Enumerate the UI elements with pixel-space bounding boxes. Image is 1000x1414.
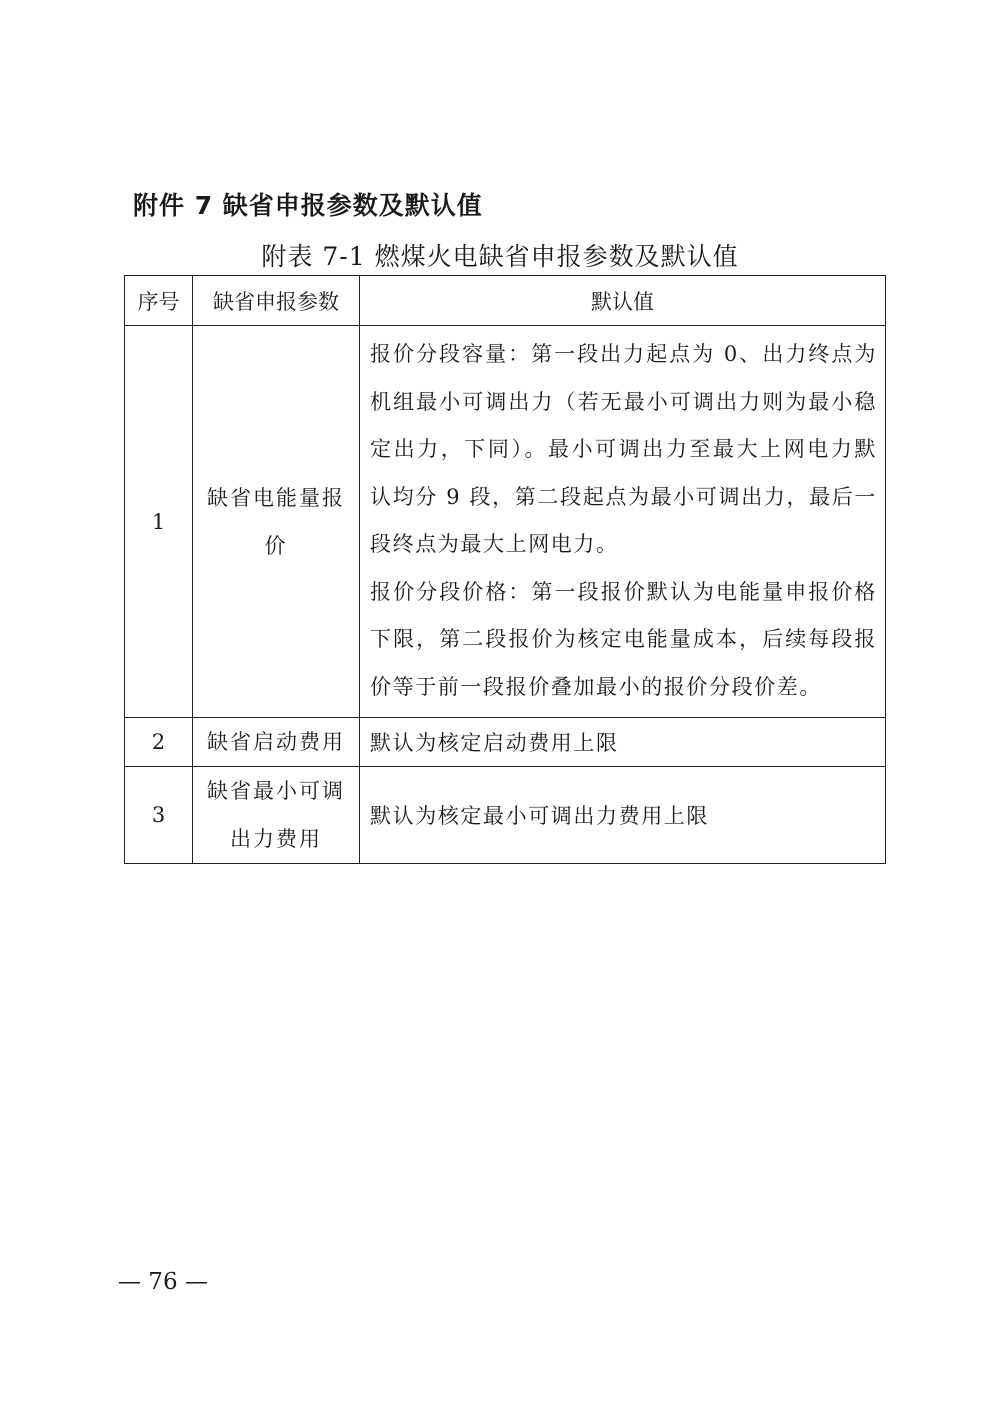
row-value: 默认为核定启动费用上限 [360,718,886,767]
table-row [125,718,886,767]
header-value: 默认值 [360,276,886,326]
header-no: 序号 [125,276,193,326]
row-param: 缺省启动费用 [193,718,360,767]
table-caption: 附表 7-1 燃煤火电缺省申报参数及默认值 [261,242,739,271]
table-header-row [125,276,886,326]
row-param: 缺省电能量报价 [193,326,360,718]
value-paragraph-price: 报价分段价格：第一段报价默认为电能量申报价格下限，第二段报价为核定电能量成本，后续每段报价等于前一段报价叠加最小的报价分段价差。 [370,579,877,699]
row-value: 默认为核定最小可调出力费用上限 [360,767,886,864]
row-no: 3 [125,767,193,864]
row-param: 缺省最小可调出力费用 [193,767,360,864]
table-row [125,767,886,864]
table-row [125,326,886,718]
attachment-title: 附件 7 缺省申报参数及默认值 [133,191,483,220]
page-number: — 76 — [118,1269,208,1295]
value-paragraph-capacity: 报价分段容量：第一段出力起点为 0、出力终点为机组最小可调出力（若无最小可调出力则为最小稳定出力，下同）。最小可调出力至最大上网电力默认均分 9 段，第二段起点为最小可调出力，最后一段终点为最大上网电力。 [370,342,877,556]
row-value [360,326,886,718]
default-params-table [124,275,886,864]
row-no: 1 [125,326,193,718]
header-param: 缺省申报参数 [193,276,360,326]
row-no: 2 [125,718,193,767]
